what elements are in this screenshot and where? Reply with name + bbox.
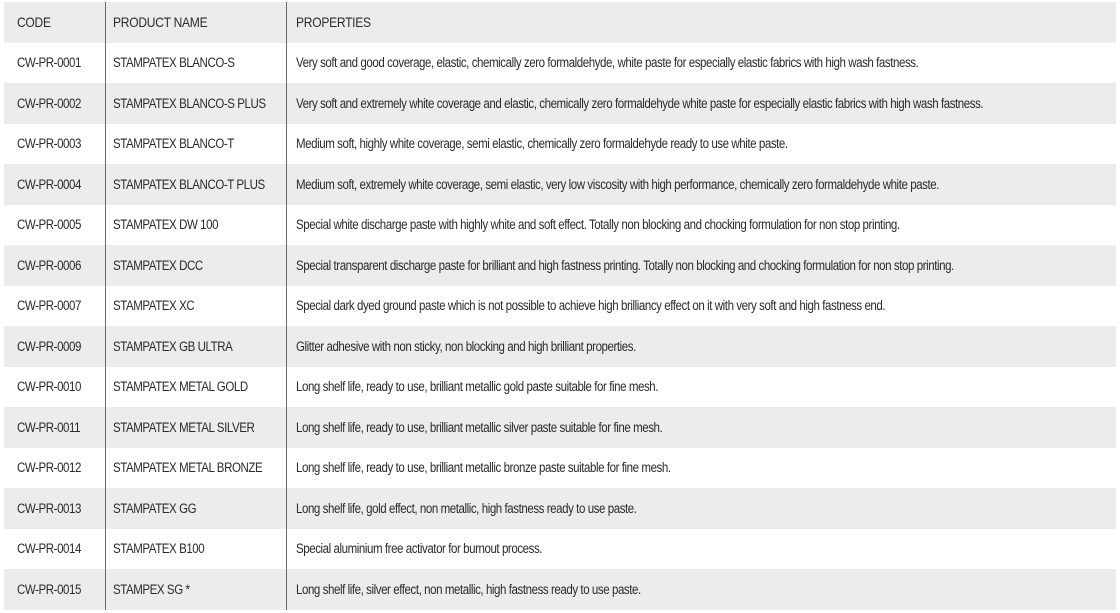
product-table: [4, 2, 1116, 610]
table-row: [4, 286, 1116, 327]
table-row: [4, 326, 1116, 367]
cell-code: CW-PR-0009: [4, 326, 106, 367]
table-row: [4, 569, 1116, 610]
cell-properties: Medium soft, highly white coverage, semi elastic, chemically zero formaldehyde ready to use white paste.: [287, 124, 1117, 165]
cell-code: CW-PR-0010: [4, 367, 106, 408]
cell-product-name: STAMPATEX GB ULTRA: [106, 326, 287, 367]
table-row: [4, 448, 1116, 489]
cell-code: CW-PR-0011: [4, 407, 106, 448]
cell-properties: Medium soft, extremely white coverage, semi elastic, very low viscosity with high performance, chemically zero formaldehyde white paste.: [287, 164, 1117, 205]
table-row: [4, 164, 1116, 205]
cell-product-name: STAMPATEX METAL BRONZE: [106, 448, 287, 489]
table-row: [4, 43, 1116, 84]
table-header: [4, 2, 1116, 43]
table-body: [4, 43, 1116, 610]
cell-product-name: STAMPEX SG *: [106, 569, 287, 610]
cell-code: CW-PR-0006: [4, 245, 106, 286]
cell-product-name: STAMPATEX METAL SILVER: [106, 407, 287, 448]
table-row: [4, 124, 1116, 165]
cell-properties: Very soft and extremely white coverage and elastic, chemically zero formaldehyde white paste for especially elastic fabrics with high wash fastness.: [287, 83, 1117, 124]
cell-product-name: STAMPATEX METAL GOLD: [106, 367, 287, 408]
table-row: [4, 245, 1116, 286]
cell-properties: Very soft and good coverage, elastic, chemically zero formaldehyde, white paste for especially elastic fabrics with high wash fastness.: [287, 43, 1117, 84]
cell-properties: Long shelf life, ready to use, brilliant metallic bronze paste suitable for fine mesh.: [287, 448, 1117, 489]
cell-code: CW-PR-0005: [4, 205, 106, 246]
cell-product-name: STAMPATEX BLANCO-T: [106, 124, 287, 165]
cell-product-name: STAMPATEX GG: [106, 488, 287, 529]
cell-properties: Special white discharge paste with highly white and soft effect. Totally non blocking and chocking formulation for non stop printing.: [287, 205, 1117, 246]
table-row: [4, 407, 1116, 448]
cell-product-name: STAMPATEX BLANCO-S: [106, 43, 287, 84]
cell-product-name: STAMPATEX XC: [106, 286, 287, 327]
header-code: CODE: [4, 2, 106, 43]
cell-properties: Long shelf life, ready to use, brilliant metallic gold paste suitable for fine mesh.: [287, 367, 1117, 408]
table-row: [4, 488, 1116, 529]
header-properties: PROPERTIES: [287, 2, 1117, 43]
cell-code: CW-PR-0007: [4, 286, 106, 327]
table-row: [4, 83, 1116, 124]
cell-code: CW-PR-0012: [4, 448, 106, 489]
cell-code: CW-PR-0015: [4, 569, 106, 610]
cell-product-name: STAMPATEX BLANCO-S PLUS: [106, 83, 287, 124]
cell-code: CW-PR-0014: [4, 529, 106, 570]
table-row: [4, 529, 1116, 570]
cell-product-name: STAMPATEX B100: [106, 529, 287, 570]
cell-code: CW-PR-0001: [4, 43, 106, 84]
table-row: [4, 367, 1116, 408]
cell-product-name: STAMPATEX BLANCO-T PLUS: [106, 164, 287, 205]
cell-code: CW-PR-0013: [4, 488, 106, 529]
cell-properties: Special dark dyed ground paste which is not possible to achieve high brilliancy effect on it with very soft and high fastness end.: [287, 286, 1117, 327]
cell-product-name: STAMPATEX DW 100: [106, 205, 287, 246]
cell-properties: Special transparent discharge paste for brilliant and high fastness printing. Totally non blocking and chocking formulation for non stop printing.: [287, 245, 1117, 286]
cell-properties: Long shelf life, ready to use, brilliant metallic silver paste suitable for fine mesh.: [287, 407, 1117, 448]
table-row: [4, 205, 1116, 246]
cell-product-name: STAMPATEX DCC: [106, 245, 287, 286]
cell-properties: Long shelf life, silver effect, non metallic, high fastness ready to use paste.: [287, 569, 1117, 610]
cell-code: CW-PR-0004: [4, 164, 106, 205]
cell-properties: Long shelf life, gold effect, non metallic, high fastness ready to use paste.: [287, 488, 1117, 529]
cell-properties: Glitter adhesive with non sticky, non blocking and high brilliant properties.: [287, 326, 1117, 367]
cell-code: CW-PR-0003: [4, 124, 106, 165]
cell-properties: Special aluminium free activator for burnout process.: [287, 529, 1117, 570]
cell-code: CW-PR-0002: [4, 83, 106, 124]
header-row: [4, 2, 1116, 43]
header-product-name: PRODUCT NAME: [106, 2, 287, 43]
